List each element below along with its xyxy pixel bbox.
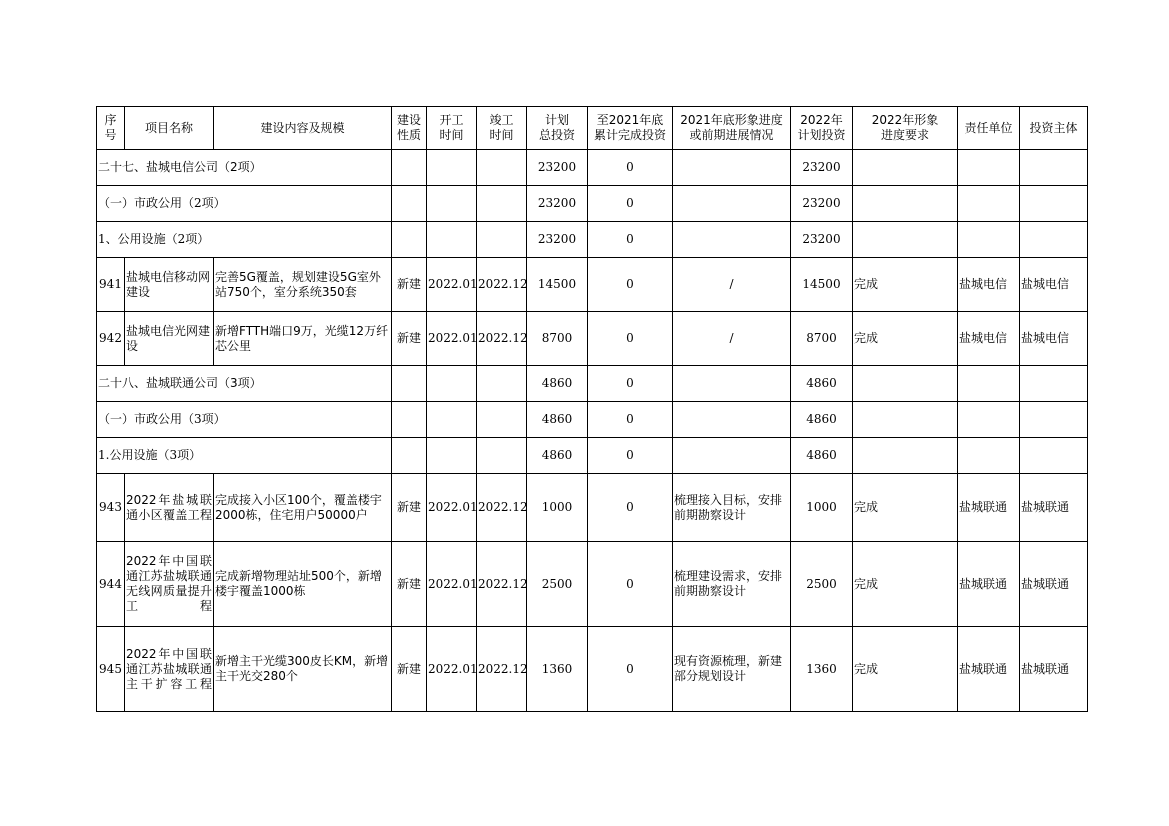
plan-cell: 4860 [791, 402, 853, 438]
plan-cell: 8700 [791, 312, 853, 366]
total-cell: 1360 [527, 627, 588, 712]
requirement-cell: 完成 [853, 474, 958, 542]
investor-cell: 盐城电信 [1020, 258, 1088, 312]
seq-cell: 943 [97, 474, 125, 542]
total-cell: 8700 [527, 312, 588, 366]
header-end: 竣工 时间 [477, 107, 527, 150]
empty-cell [427, 222, 477, 258]
progress-cell: 梳理建设需求，安排前期勘察设计 [673, 542, 791, 627]
end-cell: 2022.12 [477, 627, 527, 712]
progress-cell: 现有资源梳理，新建部分规划设计 [673, 627, 791, 712]
nature-cell: 新建 [392, 542, 427, 627]
header-seq-text: 序 号 [104, 113, 117, 142]
empty-cell [477, 222, 527, 258]
table-row [97, 186, 1088, 222]
unit-cell: 盐城电信 [958, 312, 1020, 366]
empty-cell [392, 366, 427, 402]
empty-cell [673, 186, 791, 222]
investor-cell: 盐城联通 [1020, 627, 1088, 712]
total-cell: 4860 [527, 438, 588, 474]
nature-cell: 新建 [392, 312, 427, 366]
table-row [97, 258, 1088, 312]
empty-cell [477, 402, 527, 438]
unit-cell: 盐城联通 [958, 627, 1020, 712]
content-cell: 完成接入小区100个，覆盖楼宇2000栋，住宅用户50000户 [214, 474, 392, 542]
investment-plan-table [96, 106, 1088, 712]
group-label: （一）市政公用（2项） [97, 186, 392, 222]
requirement-cell: 完成 [853, 627, 958, 712]
header-unit: 责任单位 [958, 107, 1020, 150]
content-cell: 完成新增物理站址500个，新增楼宇覆盖1000栋 [214, 542, 392, 627]
empty-cell [958, 150, 1020, 186]
project-name-cell: 2022年中国联通江苏盐城联通主干扩容工程 [125, 627, 214, 712]
seq-cell: 942 [97, 312, 125, 366]
plan-cell: 14500 [791, 258, 853, 312]
empty-cell [392, 150, 427, 186]
empty-cell [853, 402, 958, 438]
progress-cell: / [673, 312, 791, 366]
table-row [97, 366, 1088, 402]
content-cell: 完善5G覆盖，规划建设5G室外站750个，室分系统350套 [214, 258, 392, 312]
empty-cell [1020, 186, 1088, 222]
project-name-cell: 盐城电信移动网建设 [125, 258, 214, 312]
empty-cell [853, 222, 958, 258]
header-start: 开工 时间 [427, 107, 477, 150]
table-row [97, 474, 1088, 542]
empty-cell [392, 438, 427, 474]
plan-cell: 2500 [791, 542, 853, 627]
header-plan2022: 2022年 计划投资 [791, 107, 853, 150]
table-row [97, 312, 1088, 366]
empty-cell [673, 402, 791, 438]
empty-cell [958, 366, 1020, 402]
requirement-cell: 完成 [853, 542, 958, 627]
seq-cell: 944 [97, 542, 125, 627]
header-nature: 建设 性质 [392, 107, 427, 150]
header-name: 项目名称 [125, 107, 214, 150]
empty-cell [958, 438, 1020, 474]
investor-cell: 盐城联通 [1020, 542, 1088, 627]
end-cell: 2022.12 [477, 542, 527, 627]
end-cell: 2022.12 [477, 474, 527, 542]
header-total: 计划 总投资 [527, 107, 588, 150]
start-cell: 2022.01 [427, 474, 477, 542]
empty-cell [477, 438, 527, 474]
project-name-cell: 盐城电信光网建设 [125, 312, 214, 366]
plan-cell: 1000 [791, 474, 853, 542]
header-progress2021: 2021年底形象进度 或前期进展情况 [673, 107, 791, 150]
content-cell: 新增FTTH端口9万，光缆12万纤芯公里 [214, 312, 392, 366]
group-label: （一）市政公用（3项） [97, 402, 392, 438]
done-cell: 0 [588, 474, 673, 542]
unit-cell: 盐城电信 [958, 258, 1020, 312]
total-cell: 1000 [527, 474, 588, 542]
empty-cell [673, 438, 791, 474]
header-seq [97, 107, 125, 150]
empty-cell [1020, 150, 1088, 186]
end-cell: 2022.12 [477, 258, 527, 312]
done-cell: 0 [588, 402, 673, 438]
empty-cell [853, 150, 958, 186]
content-cell: 新增主干光缆300皮长KM，新增主干光交280个 [214, 627, 392, 712]
empty-cell [853, 366, 958, 402]
total-cell: 14500 [527, 258, 588, 312]
empty-cell [1020, 366, 1088, 402]
plan-cell: 4860 [791, 438, 853, 474]
empty-cell [392, 222, 427, 258]
empty-cell [673, 150, 791, 186]
done-cell: 0 [588, 222, 673, 258]
total-cell: 23200 [527, 222, 588, 258]
total-cell: 4860 [527, 402, 588, 438]
empty-cell [392, 186, 427, 222]
done-cell: 0 [588, 542, 673, 627]
empty-cell [853, 438, 958, 474]
done-cell: 0 [588, 312, 673, 366]
empty-cell [1020, 402, 1088, 438]
empty-cell [477, 150, 527, 186]
header-content: 建设内容及规模 [214, 107, 392, 150]
empty-cell [392, 402, 427, 438]
empty-cell [477, 366, 527, 402]
seq-cell: 941 [97, 258, 125, 312]
table-row [97, 222, 1088, 258]
table-row [97, 542, 1088, 627]
plan-cell: 1360 [791, 627, 853, 712]
investor-cell: 盐城电信 [1020, 312, 1088, 366]
plan-cell: 23200 [791, 186, 853, 222]
table-row [97, 402, 1088, 438]
nature-cell: 新建 [392, 258, 427, 312]
empty-cell [958, 222, 1020, 258]
group-label: 1、公用设施（2项） [97, 222, 392, 258]
plan-cell: 4860 [791, 366, 853, 402]
investor-cell: 盐城联通 [1020, 474, 1088, 542]
table-row [97, 150, 1088, 186]
total-cell: 23200 [527, 150, 588, 186]
empty-cell [427, 438, 477, 474]
plan-cell: 23200 [791, 150, 853, 186]
empty-cell [427, 402, 477, 438]
empty-cell [1020, 438, 1088, 474]
seq-cell: 945 [97, 627, 125, 712]
empty-cell [958, 402, 1020, 438]
done-cell: 0 [588, 186, 673, 222]
project-name-cell: 2022年中国联通江苏盐城联通无线网质量提升工程 [125, 542, 214, 627]
done-cell: 0 [588, 366, 673, 402]
requirement-cell: 完成 [853, 258, 958, 312]
empty-cell [477, 186, 527, 222]
header-req2022: 2022年形象 进度要求 [853, 107, 958, 150]
start-cell: 2022.01 [427, 312, 477, 366]
start-cell: 2022.01 [427, 258, 477, 312]
empty-cell [427, 366, 477, 402]
start-cell: 2022.01 [427, 627, 477, 712]
requirement-cell: 完成 [853, 312, 958, 366]
end-cell: 2022.12 [477, 312, 527, 366]
empty-cell [958, 186, 1020, 222]
empty-cell [427, 186, 477, 222]
done-cell: 0 [588, 150, 673, 186]
empty-cell [673, 222, 791, 258]
done-cell: 0 [588, 438, 673, 474]
table-header-row [97, 107, 1088, 150]
start-cell: 2022.01 [427, 542, 477, 627]
total-cell: 2500 [527, 542, 588, 627]
unit-cell: 盐城联通 [958, 542, 1020, 627]
done-cell: 0 [588, 627, 673, 712]
progress-cell: 梳理接入目标，安排前期勘察设计 [673, 474, 791, 542]
nature-cell: 新建 [392, 627, 427, 712]
total-cell: 4860 [527, 366, 588, 402]
group-label: 二十七、盐城电信公司（2项） [97, 150, 392, 186]
empty-cell [853, 186, 958, 222]
project-name-cell: 2022年盐城联通小区覆盖工程 [125, 474, 214, 542]
group-label: 二十八、盐城联通公司（3项） [97, 366, 392, 402]
done-cell: 0 [588, 258, 673, 312]
plan-cell: 23200 [791, 222, 853, 258]
empty-cell [427, 150, 477, 186]
total-cell: 23200 [527, 186, 588, 222]
table-row [97, 438, 1088, 474]
header-done2021: 至2021年底 累计完成投资 [588, 107, 673, 150]
header-investor: 投资主体 [1020, 107, 1088, 150]
empty-cell [1020, 222, 1088, 258]
table-row [97, 627, 1088, 712]
nature-cell: 新建 [392, 474, 427, 542]
group-label: 1.公用设施（3项） [97, 438, 392, 474]
empty-cell [673, 366, 791, 402]
unit-cell: 盐城联通 [958, 474, 1020, 542]
progress-cell: / [673, 258, 791, 312]
